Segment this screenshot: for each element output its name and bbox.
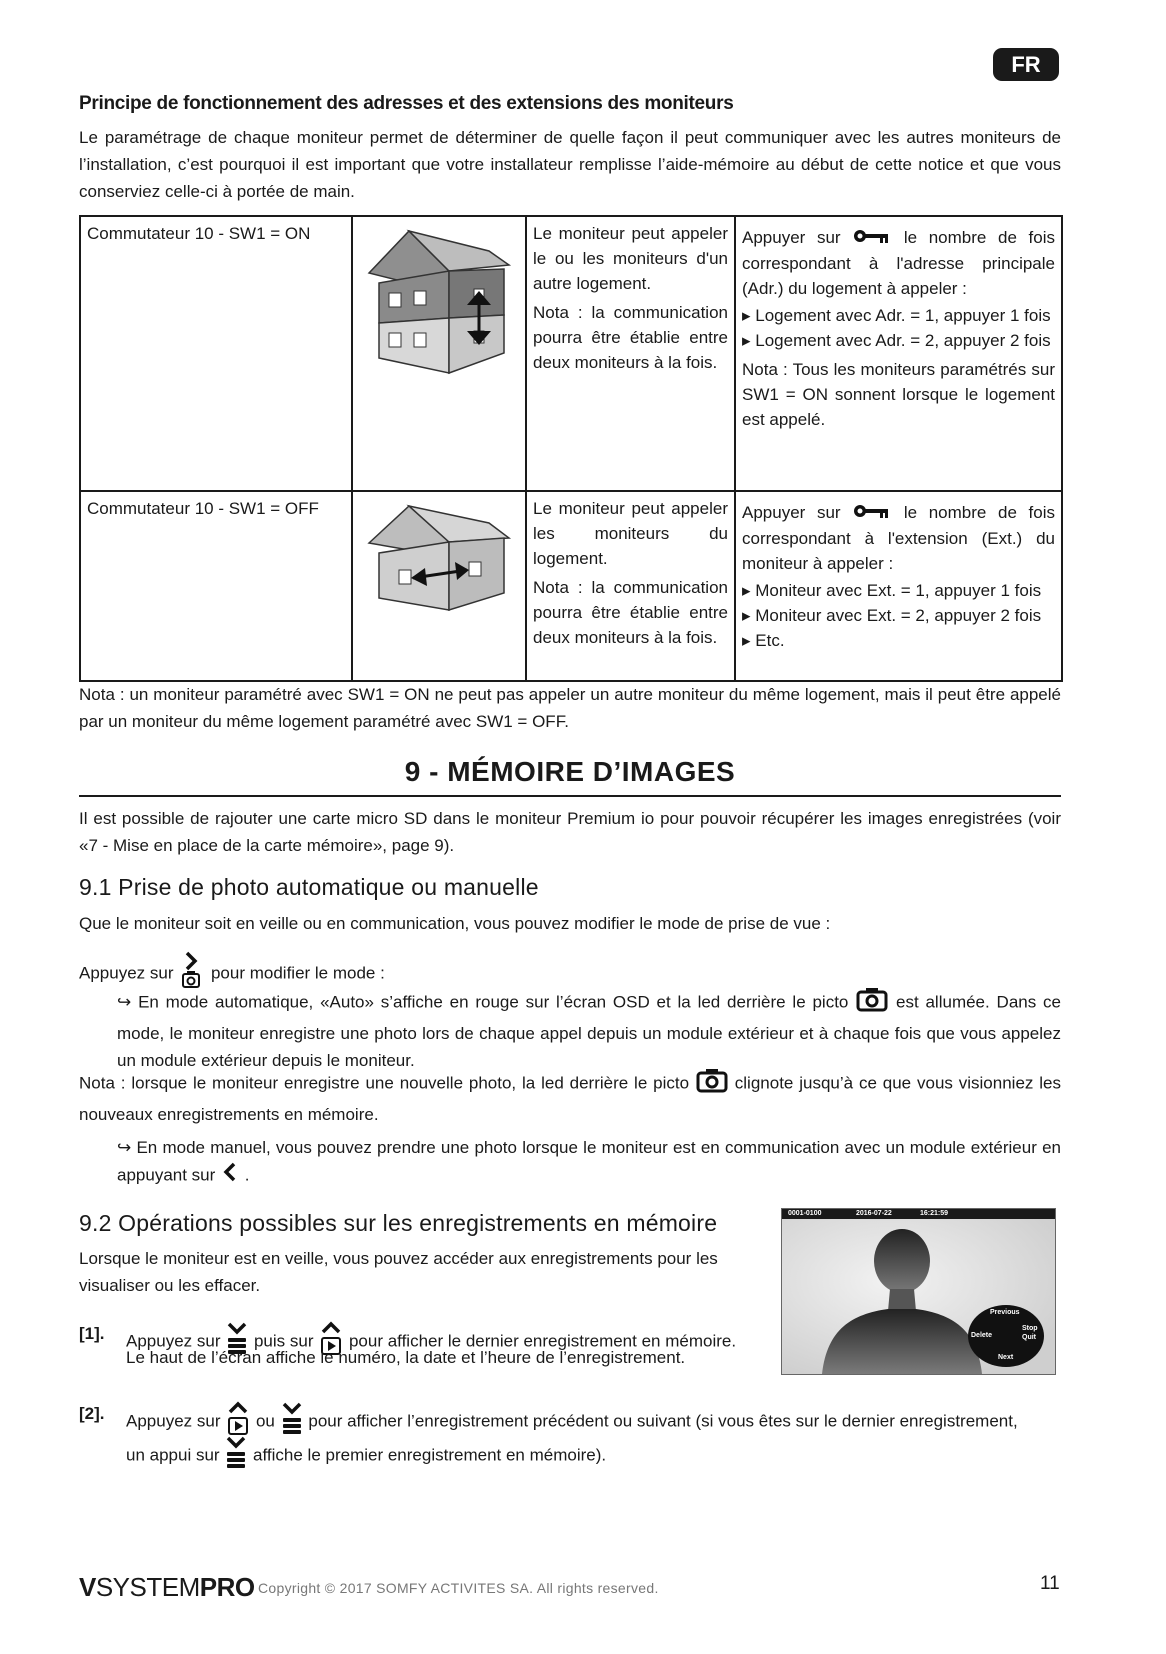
section-divider [79, 795, 1061, 797]
step-1-subtext: Le haut de l’écran affiche le numéro, la date et l’heure de l’enregistrement. [126, 1348, 686, 1367]
key-icon [852, 501, 892, 526]
step-2-text-a: Appuyez sur [126, 1411, 221, 1431]
list-item-text: Etc. [755, 631, 785, 651]
section-title-addresses: Principe de fonctionnement des adresses et des extensions des moniteurs [79, 93, 734, 114]
instruction-text [742, 500, 1055, 576]
step-1-text-a: Appuyez sur [126, 1331, 221, 1351]
list-item-text: Moniteur avec Ext. = 1, appuyer 1 fois [755, 581, 1042, 601]
house-single-floor-icon [359, 498, 519, 618]
section-9-intro: Il est possible de rajouter une carte micro SD dans le moniteur Premium io pour pouvoir récupérer les images enregistrées (voir «7 - Mise en place de la carte mémoire», page 9). [79, 809, 1061, 855]
hook-arrow-icon: ↪ [117, 992, 132, 1012]
step-1-number-wrap [79, 1320, 105, 1347]
step-2-text-c: pour afficher l’enregistrement précédent ou suivant (si vous êtes sur le dernier enregistrement, [308, 1411, 1018, 1431]
table-row [80, 216, 1062, 491]
copyright-text: Copyright © 2017 SOMFY ACTIVITES SA. All rights reserved. [258, 1580, 659, 1596]
step-2-number: [2]. [79, 1404, 105, 1423]
description-text: Le moniteur peut appeler le ou les moniteurs d'un autre logement. [533, 224, 728, 293]
next-label: Next [998, 1354, 1014, 1361]
section-9-1-title: 9.1 Prise de photo automatique ou manuelle [79, 874, 539, 900]
stop-label: Stop [1022, 1325, 1038, 1332]
note-text: Nota : la communication pourra être établie entre deux moniteurs à la fois. [533, 303, 728, 372]
switch-table [79, 215, 1063, 682]
instructions-cell-on [735, 216, 1062, 491]
note-text: Nota : la communication pourra être établie entre deux moniteurs à la fois. [533, 578, 728, 647]
house-diagram-on [352, 216, 526, 491]
navigation-wheel [968, 1305, 1044, 1367]
auto-mode-paragraph [117, 986, 1061, 1074]
section-9-2-paragraph: Lorsque le moniteur est en veille, vous pouvez accéder aux enregistrements pour les visualiser ou les effacer. [79, 1249, 718, 1295]
press-text-a: Appuyez sur [79, 963, 174, 983]
house-diagram-off [352, 491, 526, 681]
auto-text-b: est allumée. Dans ce mode, le moniteur enregistre une photo lors de chaque appel depuis un module extérieur et à chaque fois que vous appelez un module extérieur depuis le moniteur. [117, 992, 1061, 1070]
photo-note-paragraph [79, 1067, 1061, 1128]
instruction-part-b: le nombre de fois correspondant à l'adresse principale (Adr.) du logement à appeler : [742, 228, 1055, 299]
instruction-part-a: Appuyer sur [742, 503, 841, 522]
list-item: ▸ Moniteur avec Ext. = 2, appuyer 2 fois [742, 606, 1042, 626]
house-two-floors-icon [359, 223, 519, 383]
instruction-text [742, 225, 1055, 301]
delete-label: Delete [971, 1332, 993, 1339]
key-icon [852, 226, 892, 251]
camera-icon [695, 1067, 729, 1101]
list-item-text: Logement avec Adr. = 2, appuyer 2 fois [755, 331, 1051, 351]
step-2-number-wrap [79, 1400, 105, 1427]
record-date: 2016-07-22 [856, 1210, 892, 1217]
manual-text-b: . [244, 1165, 250, 1185]
description-text: Le moniteur peut appeler les moniteurs du logement. [533, 499, 728, 568]
description-cell-off [526, 491, 735, 681]
step-2-line-2 [126, 1435, 606, 1477]
chevron-left-icon [220, 1161, 240, 1191]
quit-label: Quit [1022, 1334, 1036, 1341]
list-item-text: Moniteur avec Ext. = 2, appuyer 2 fois [755, 606, 1042, 626]
previous-label: Previous [990, 1309, 1020, 1316]
section-9-2-title: 9.2 Opérations possibles sur les enregistrements en mémoire [79, 1210, 718, 1236]
note-text: Nota : Tous les moniteurs paramétrés sur SW1 = ON sonnent lorsque le logement est appelé. [742, 360, 1055, 430]
logo-system: SYSTEM [95, 1572, 200, 1602]
intro-paragraph: Le paramétrage de chaque moniteur permet de déterminer de quelle façon il peut communiquer avec les autres moniteurs de l’installation, c’est pourquoi il est important que votre installateur remplisse l’aide-mémoire au début de cette notice et que vous conserviez celle-ci à portée de main. [79, 128, 1061, 201]
record-counter: 0001-0100 [788, 1210, 822, 1217]
step-1-text-c: pour afficher le dernier enregistrement en mémoire. [348, 1331, 737, 1351]
language-badge: FR [993, 48, 1059, 81]
description-cell-on [526, 216, 735, 491]
list-item: ▸ Etc. [742, 631, 785, 651]
step-2-text-e: affiche le premier enregistrement en mémoire). [253, 1445, 607, 1465]
list-item: ▸ Logement avec Adr. = 2, appuyer 2 fois [742, 331, 1051, 351]
instruction-part-b: le nombre de fois correspondant à l'extension (Ext.) du moniteur à appeler : [742, 503, 1055, 574]
list-item: ▸ Logement avec Adr. = 1, appuyer 1 fois [742, 306, 1051, 326]
screen-header [782, 1209, 1055, 1219]
logo-pro: PRO [199, 1572, 255, 1602]
list-item: ▸ Moniteur avec Ext. = 1, appuyer 1 fois [742, 581, 1042, 601]
step-2-text-d: un appui sur [126, 1445, 220, 1465]
instruction-part-a: Appuyer sur [742, 228, 841, 247]
press-text-b: pour modifier le mode : [210, 963, 385, 983]
note-text-b: clignote jusqu’à ce que vous visionniez les nouveaux enregistrements en mémoire. [79, 1073, 1061, 1124]
step-1-number: [1]. [79, 1324, 105, 1343]
manual-mode-paragraph [117, 1134, 1061, 1191]
step-2-text-b: ou [255, 1411, 275, 1431]
switch-label-on: Commutateur 10 - SW1 = ON [80, 216, 352, 491]
page-number: 11 [1040, 1573, 1060, 1594]
record-time: 16:21:59 [920, 1210, 949, 1217]
manual-text-a: En mode manuel, vous pouvez prendre une photo lorsque le moniteur est en communication avec un module extérieur en appuyant sur [117, 1138, 1061, 1185]
section-9-1-paragraph: Que le moniteur soit en veille ou en communication, vous pouvez modifier le mode de prise de vue : [79, 914, 831, 933]
auto-text-a: En mode automatique, «Auto» s’affiche en rouge sur l’écran OSD et la led derrière le picto [138, 992, 849, 1012]
table-row [80, 491, 1062, 681]
logo-v: V [79, 1572, 96, 1602]
vsystempro-logo [79, 1572, 255, 1603]
section-9-title: 9 - MÉMOIRE D’IMAGES [404, 756, 736, 787]
instructions-cell-off [735, 491, 1062, 681]
camera-icon [855, 986, 889, 1020]
switch-label-off: Commutateur 10 - SW1 = OFF [80, 491, 352, 681]
step-1-text-b: puis sur [253, 1331, 314, 1351]
hook-arrow-icon: ↪ [117, 1138, 132, 1157]
chevron-down-list-icon [224, 1435, 248, 1477]
monitor-screen-preview [781, 1208, 1056, 1375]
table-note: Nota : un moniteur paramétré avec SW1 = ON ne peut pas appeler un autre moniteur du même logement, mais il peut être appelé par un moniteur du même logement paramétré avec SW1 = OFF. [79, 685, 1061, 731]
list-item-text: Logement avec Adr. = 1, appuyer 1 fois [755, 306, 1051, 326]
note-text-a: Nota : lorsque le moniteur enregistre une nouvelle photo, la led derrière le picto [79, 1073, 690, 1093]
